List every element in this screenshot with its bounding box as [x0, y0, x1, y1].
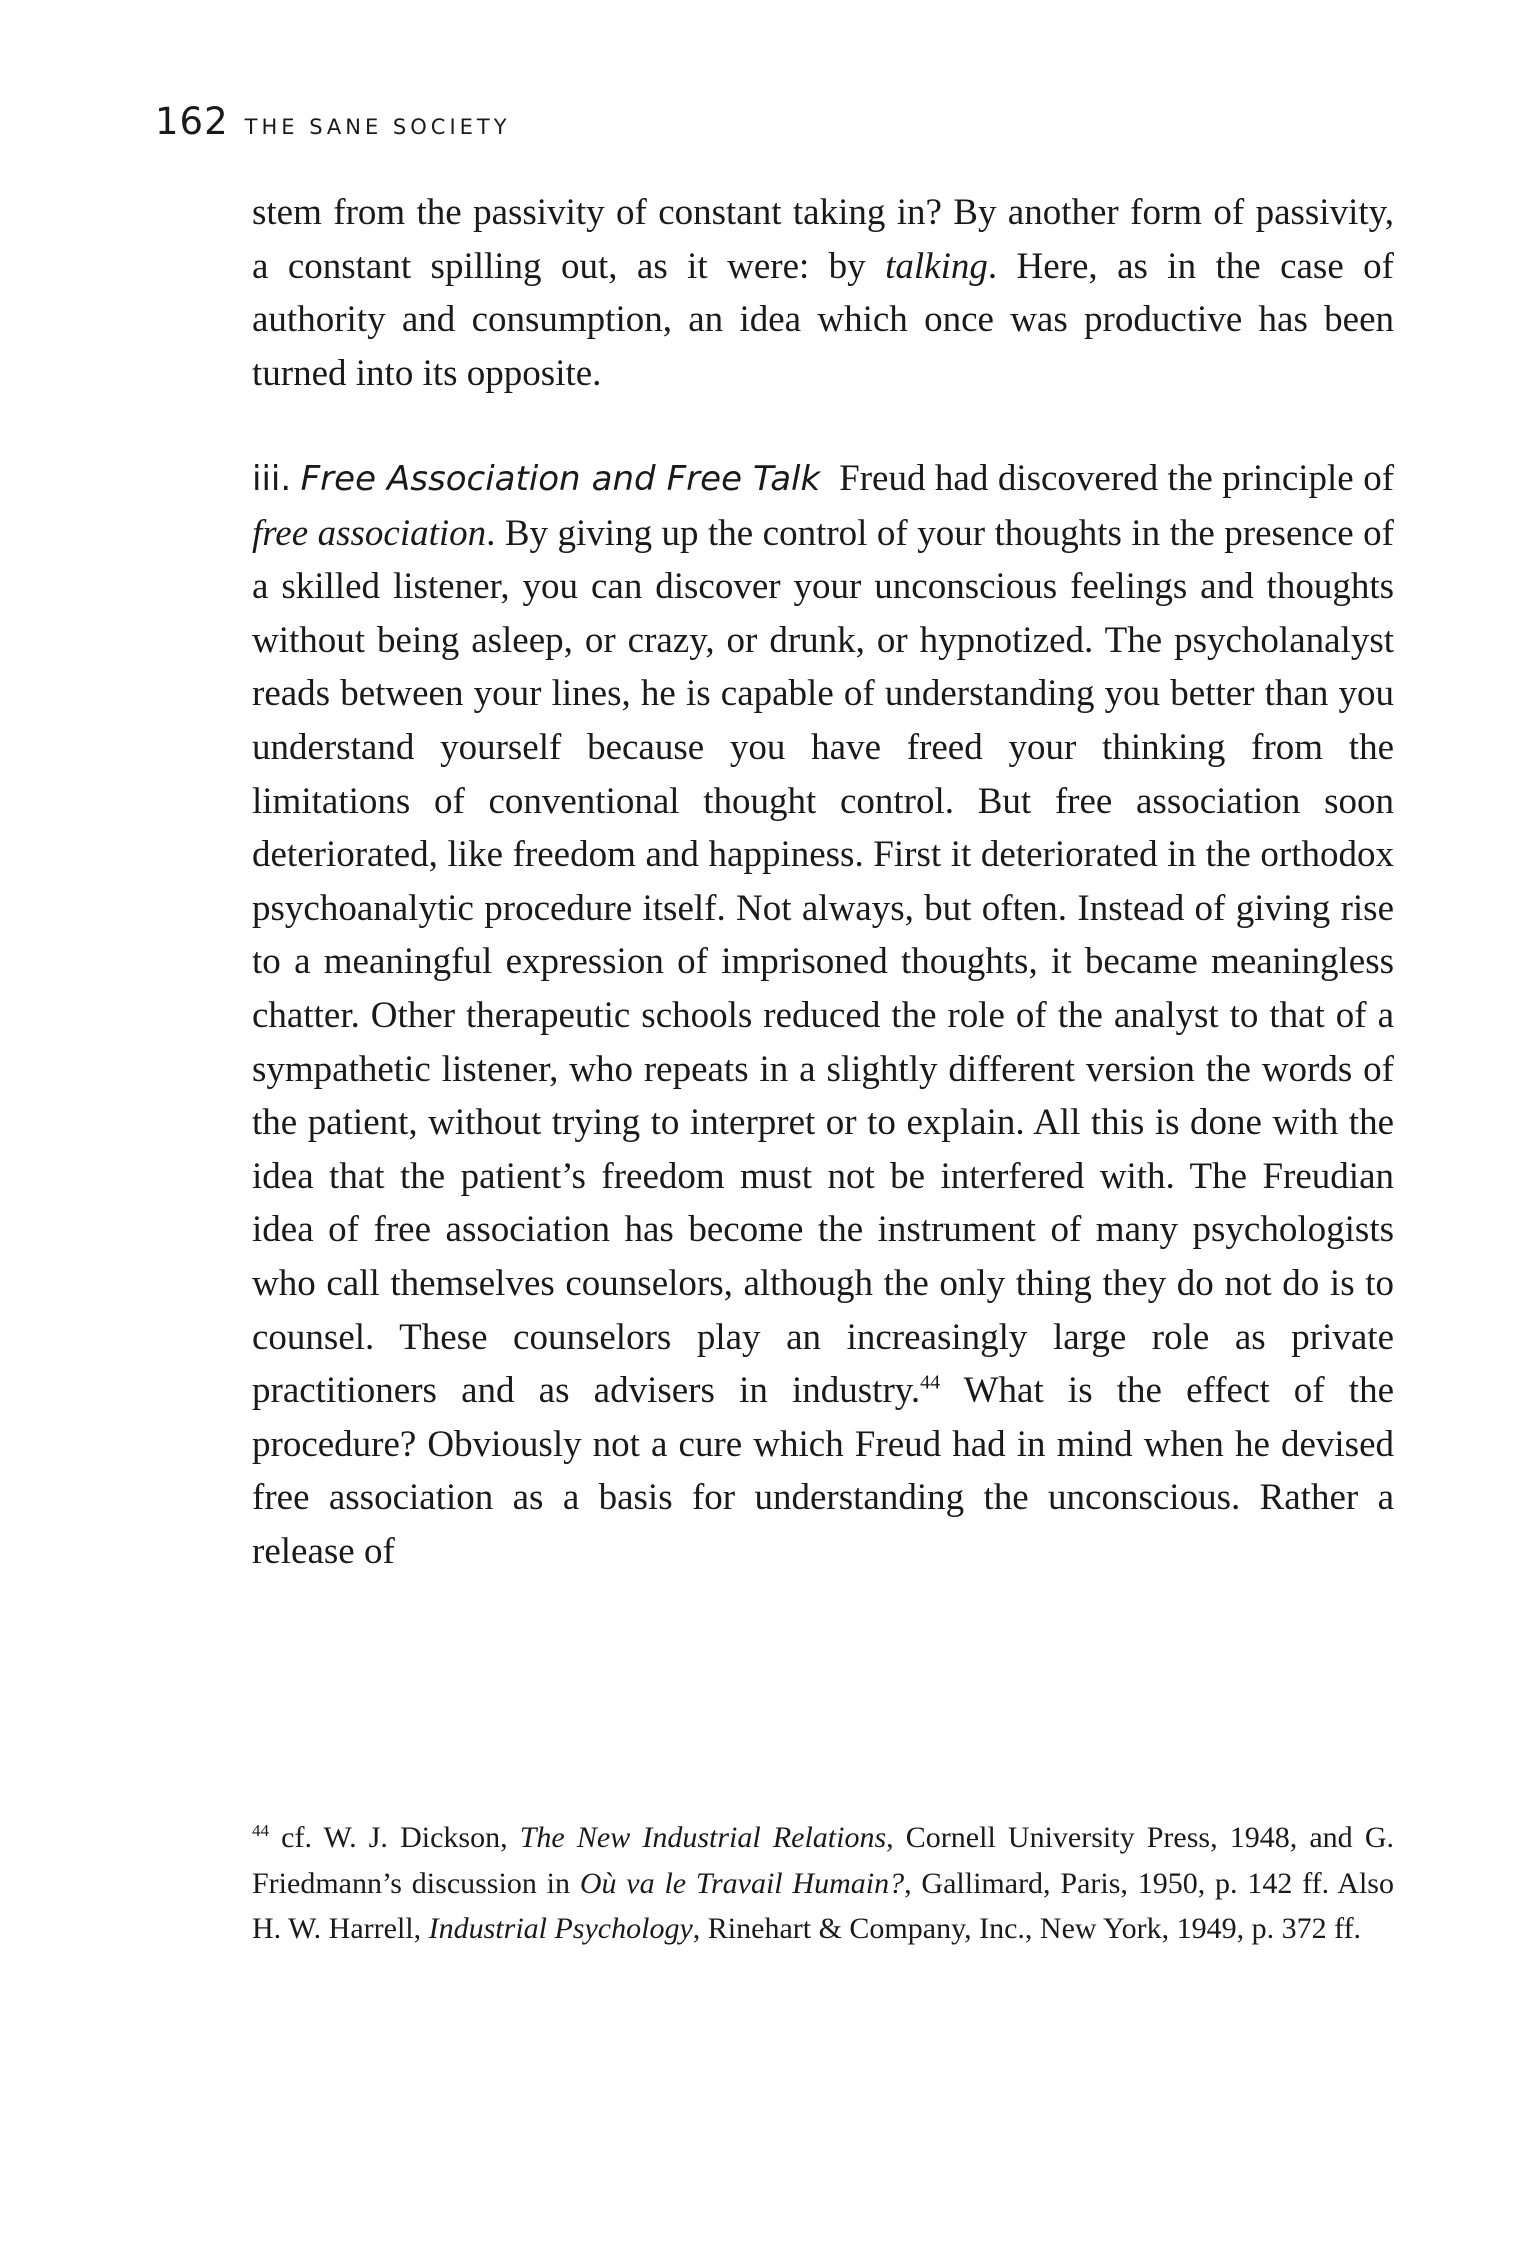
footnote-text: [252, 1815, 1394, 1952]
footnote-marker: 44: [252, 1821, 269, 1840]
running-head: [155, 100, 511, 143]
footnote-section: [252, 1815, 1394, 1952]
footnote-text-4: , Rinehart & Company, Inc., New York, 1949, p. 372 ff.: [692, 1912, 1362, 1945]
emphasized-word: talking: [885, 245, 988, 287]
paragraph-1-text-before: stem from the passivity of constant taking in? By another form of passivity, a constant spilling out, as it were: by: [252, 192, 1394, 287]
cited-title-3: Industrial Psychology: [428, 1912, 693, 1945]
footnote-text-1: cf. W. J. Dickson,: [269, 1821, 520, 1854]
cited-title-1: The New Industrial Relations: [519, 1821, 887, 1854]
emphasized-term: free association: [252, 512, 487, 554]
page-number: 162: [155, 100, 229, 143]
paragraph-2-text-1: Freud had discovered the principle of: [839, 458, 1395, 499]
body-paragraph-1: [252, 186, 1394, 400]
section-numeral: iii.: [252, 459, 292, 499]
footnote-reference: 44: [920, 1371, 941, 1394]
footnote-text-2: , Cornell University Press, 1948, and G. Friedmann’s discussion in: [252, 1821, 1394, 1900]
paragraph-1-text-after: . Here, as in the case of authority and consumption, an idea which once was productive has been turned into its opposite.: [252, 245, 1394, 394]
paragraph-text: [252, 186, 1394, 400]
book-title: THE SANE SOCIETY: [244, 115, 511, 139]
cited-title-2: Où va le Travail Humain?: [579, 1866, 905, 1900]
footnote-text-3: , Gallimard, Paris, 1950, p. 142 ff. Also H. W. Harrell,: [252, 1866, 1394, 1945]
paragraph-2-text-3: What is the effect of the procedure? Obviously not a cure which Freud had in mind when he devised free association as a basis for understanding the unconscious. Rather a release of: [252, 1370, 1394, 1572]
paragraph-2-text-2: . By giving up the control of your thoughts in the presence of a skilled listener, you can discover your unconscious feelings and thoughts without being asleep, or crazy, or drunk, or hypnotized. The psycholanalyst reads between your lines, he is capable of understanding you better than you understand yourself because you have freed your thinking from the limitations of conventional thought control. But free association soon deteriorated, like freedom and happiness. First it deteriorated in the orthodox psychoanalytic procedure itself. Not always, but often. Instead of giving rise to a meaningful expression of imprisoned thoughts, it became meaningless chatter. Other therapeutic schools reduced the role of the analyst to that of a sympathetic listener, who repeats in a slightly different version the words of the patient, without trying to interpret or to explain. All this is done with the idea that the patient’s freedom must not be interfered with. The Freudian idea of free association has become the instrument of many psychologists who call themselves counselors, although the only thing they do not do is to counsel. These counselors play an increasingly large role as private practitioners and as advisers in industry.: [252, 512, 1394, 1412]
body-paragraph-2: [252, 452, 1394, 1578]
section-heading: Free Association and Free Talk: [300, 459, 821, 499]
paragraph-text: [252, 452, 1394, 1578]
